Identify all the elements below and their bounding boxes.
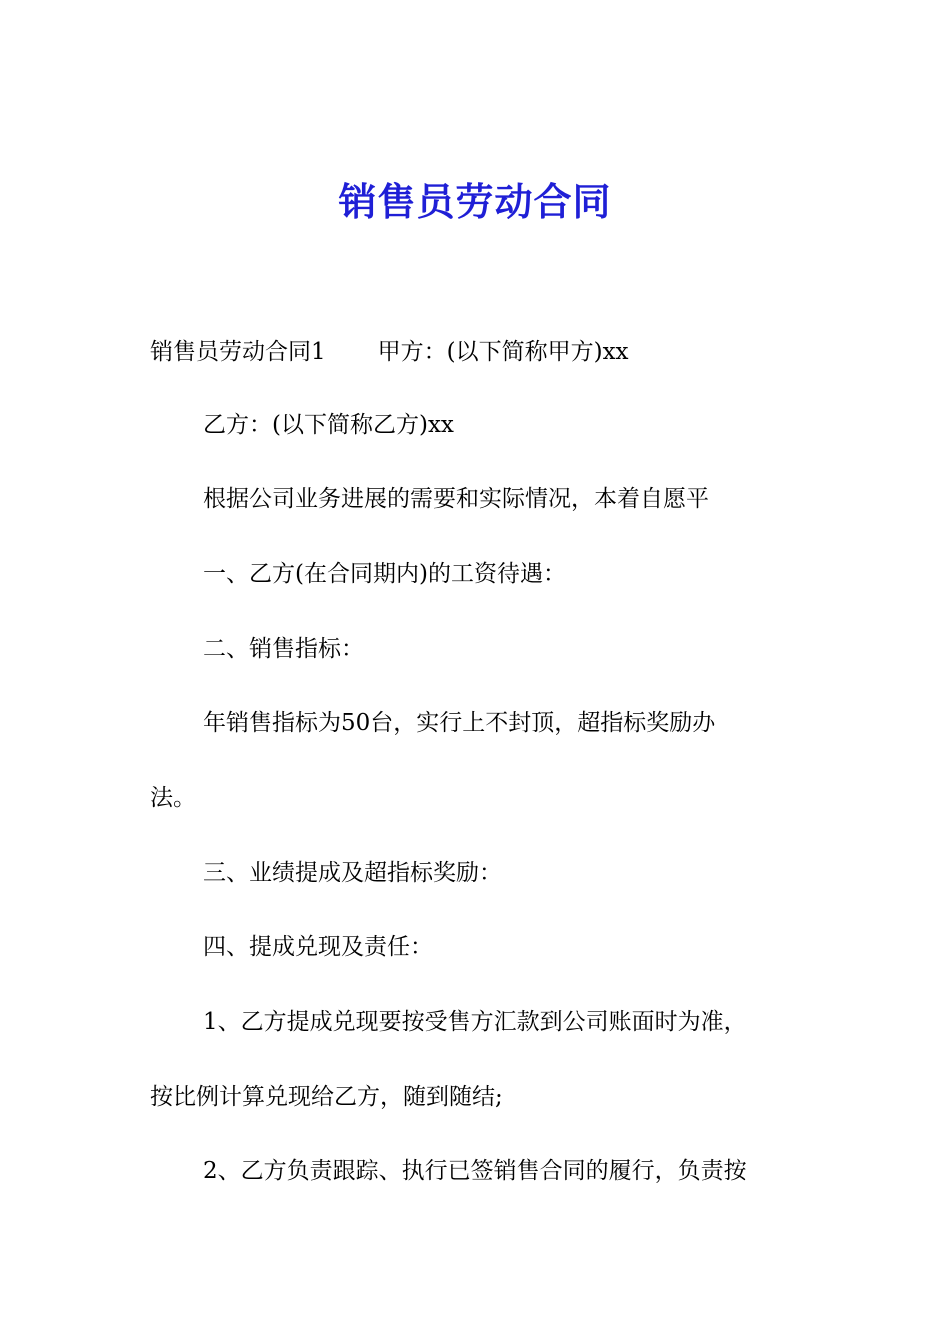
sales-target-text: 年销售指标为50台，实行上不封顶，超指标奖励办 (203, 710, 716, 736)
contract-header-line (150, 336, 629, 368)
clause-2: 2、乙方负责跟踪、执行已签销售合同的履行，负责按 (203, 1158, 747, 1184)
party-b: 乙方：(以下简称乙方)xx (203, 412, 454, 438)
party-a: 甲方：(以下简称甲方)xx (377, 339, 629, 365)
clause-1-cont: 按比例计算兑现给乙方，随到随结; (150, 1084, 503, 1110)
section-4-heading: 四、提成兑现及责任： (203, 934, 433, 960)
clause-1: 1、乙方提成兑现要按受售方汇款到公司账面时为准， (203, 1009, 747, 1035)
section-2-heading: 二、销售指标： (203, 636, 364, 662)
section-1-heading: 一、乙方(在合同期内)的工资待遇： (203, 561, 566, 587)
contract-number: 销售员劳动合同1 (150, 339, 326, 365)
document-title: 销售员劳动合同 (338, 180, 612, 224)
sales-target-text-cont: 法。 (150, 785, 196, 811)
section-3-heading: 三、业绩提成及超指标奖励： (203, 860, 502, 886)
preamble: 根据公司业务进展的需要和实际情况，本着自愿平 (203, 486, 709, 512)
